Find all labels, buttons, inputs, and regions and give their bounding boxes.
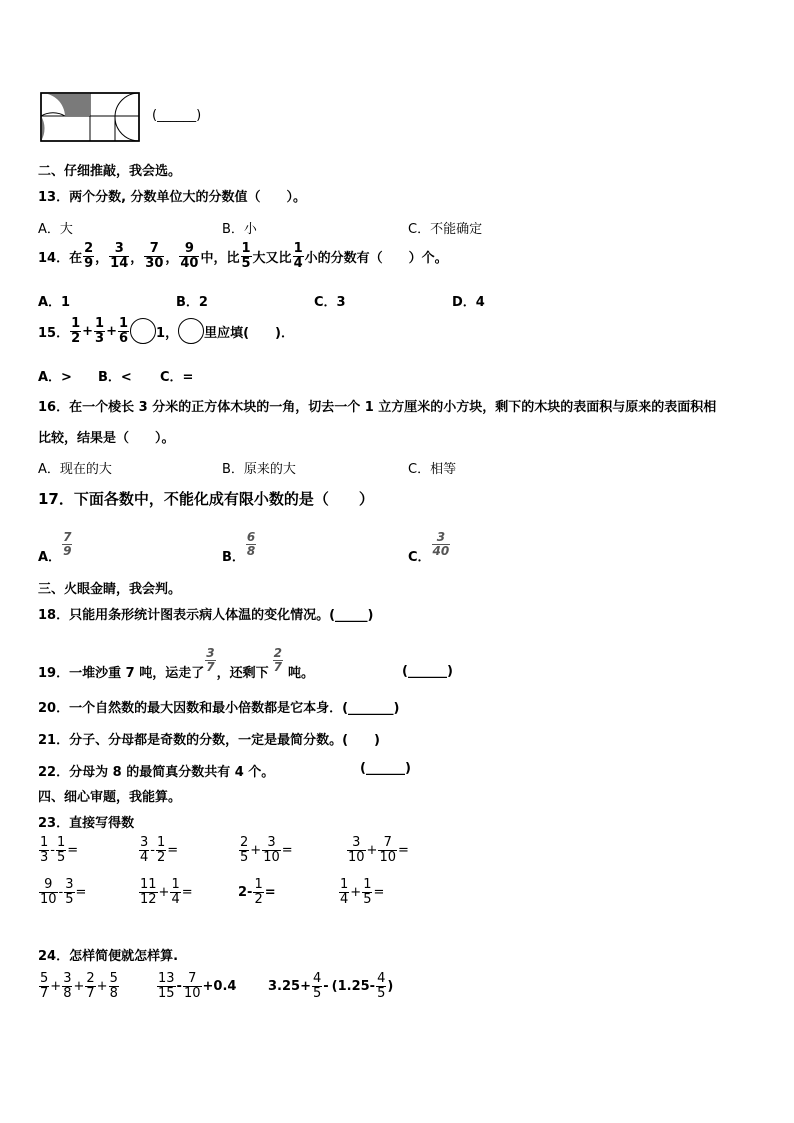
q22-answer-blank: (______)	[360, 761, 411, 776]
q16-option-c: C．相等	[408, 462, 457, 477]
q17-option-b: B． $\frac{6}{8}$	[222, 530, 256, 565]
question-22: 22．分母为 8 的最简真分数共有 4 个。	[38, 765, 275, 780]
question-16-line2: 比较，结果是（ ）。	[38, 431, 175, 446]
expression: $\frac{1}{3}$ - $\frac{1}{5}$ =	[40, 835, 79, 865]
q14-option-b: B．2	[176, 295, 208, 310]
expression: 3.25+ $\frac{4}{5}$ - (1.25- $\frac{4}{5}$ )	[268, 971, 394, 1001]
question-21: 21．分子、分母都是奇数的分数，一定是最简分数。( )	[38, 733, 380, 748]
question-19: 19． 一堆沙重 7 吨，运走了 $\frac{3}{7}$ ，还剩下 $\frac{2}{7}$ 吨。	[38, 646, 314, 681]
q14-option-c: C．3	[314, 295, 346, 310]
q19-answer-blank: (______)	[402, 664, 453, 679]
expression: $\frac{3}{4}$ - $\frac{1}{2}$ =	[140, 835, 179, 865]
question-24: 24．怎样简便就怎样算.	[38, 949, 179, 964]
expression: $\frac{2}{5}$ + $\frac{3}{10}$ =	[240, 835, 293, 865]
q13-option-b: B．小	[222, 222, 257, 237]
q15-option-c: C．=	[160, 370, 194, 385]
question-15: 15． $\frac{1}{2}$ + $\frac{1}{3}$ + $\frac{1}{6}$ 1， 里应填( )．	[38, 316, 294, 346]
section-title: 三、火眼金睛，我会判。	[38, 582, 182, 597]
q14-option-d: D．4	[452, 295, 485, 310]
question-14: 14． 在 $\frac{2}{9}$ ， $\frac{3}{14}$ ， $\frac{7}{30}$ ， $\frac{9}{40}$ 中，比 $\frac{1}{5}$ 大又比 $\frac{1}{4}$ 小的分数有（ ）个。	[38, 241, 448, 271]
q17-option-c: C． $\frac{3}{40}$	[408, 530, 450, 565]
question-17: 17．下面各数中，不能化成有限小数的是（ ）	[38, 490, 374, 508]
expression: $\frac{13}{15}$ - $\frac{7}{10}$ +0.4	[158, 971, 237, 1001]
q15-option-a: A．>	[38, 370, 72, 385]
expression: $\frac{3}{10}$ + $\frac{7}{10}$ =	[348, 835, 409, 865]
q16-option-b: B．原来的大	[222, 462, 296, 477]
q16-option-a: A．现在的大	[38, 462, 112, 477]
q14-option-a: A．1	[38, 295, 71, 310]
figure-answer-blank: (______)	[152, 108, 202, 123]
q15-option-b: B．<	[98, 370, 132, 385]
expression: $\frac{1}{4}$ + $\frac{1}{5}$ =	[340, 877, 385, 907]
expression: $\frac{5}{7}$ + $\frac{3}{8}$ + $\frac{2}{7}$ + $\frac{5}{8}$	[40, 971, 118, 1001]
answer-circle	[130, 318, 156, 344]
question-20: 20．一个自然数的最大因数和最小倍数都是它本身．(_______)	[38, 701, 400, 716]
q17-option-a: A． $\frac{7}{9}$	[38, 530, 72, 565]
section-title: 二、仔细推敲，我会选。	[38, 164, 182, 179]
question-23: 23．直接写得数	[38, 816, 135, 831]
question-13: 13．两个分数, 分数单位大的分数值（ ）。	[38, 190, 307, 205]
answer-circle	[178, 318, 204, 344]
expression: $\frac{9}{10}$ - $\frac{3}{5}$ =	[40, 877, 87, 907]
q13-option-a: A．大	[38, 222, 73, 237]
q13-option-c: C．不能确定	[408, 222, 483, 237]
expression: 2- $\frac{1}{2}$ =	[238, 877, 276, 907]
expression: $\frac{11}{12}$ + $\frac{1}{4}$ =	[140, 877, 193, 907]
section-title: 四、细心审题，我能算。	[38, 790, 182, 805]
fraction-figure	[40, 92, 140, 142]
question-18: 18．只能用条形统计图表示病人体温的变化情况。(_____)	[38, 608, 374, 623]
question-16: 16．在一个棱长 3 分米的正方体木块的一角，切去一个 1 立方厘米的小方块，剩下的木块的表面积与原来的表面积相	[38, 400, 717, 415]
